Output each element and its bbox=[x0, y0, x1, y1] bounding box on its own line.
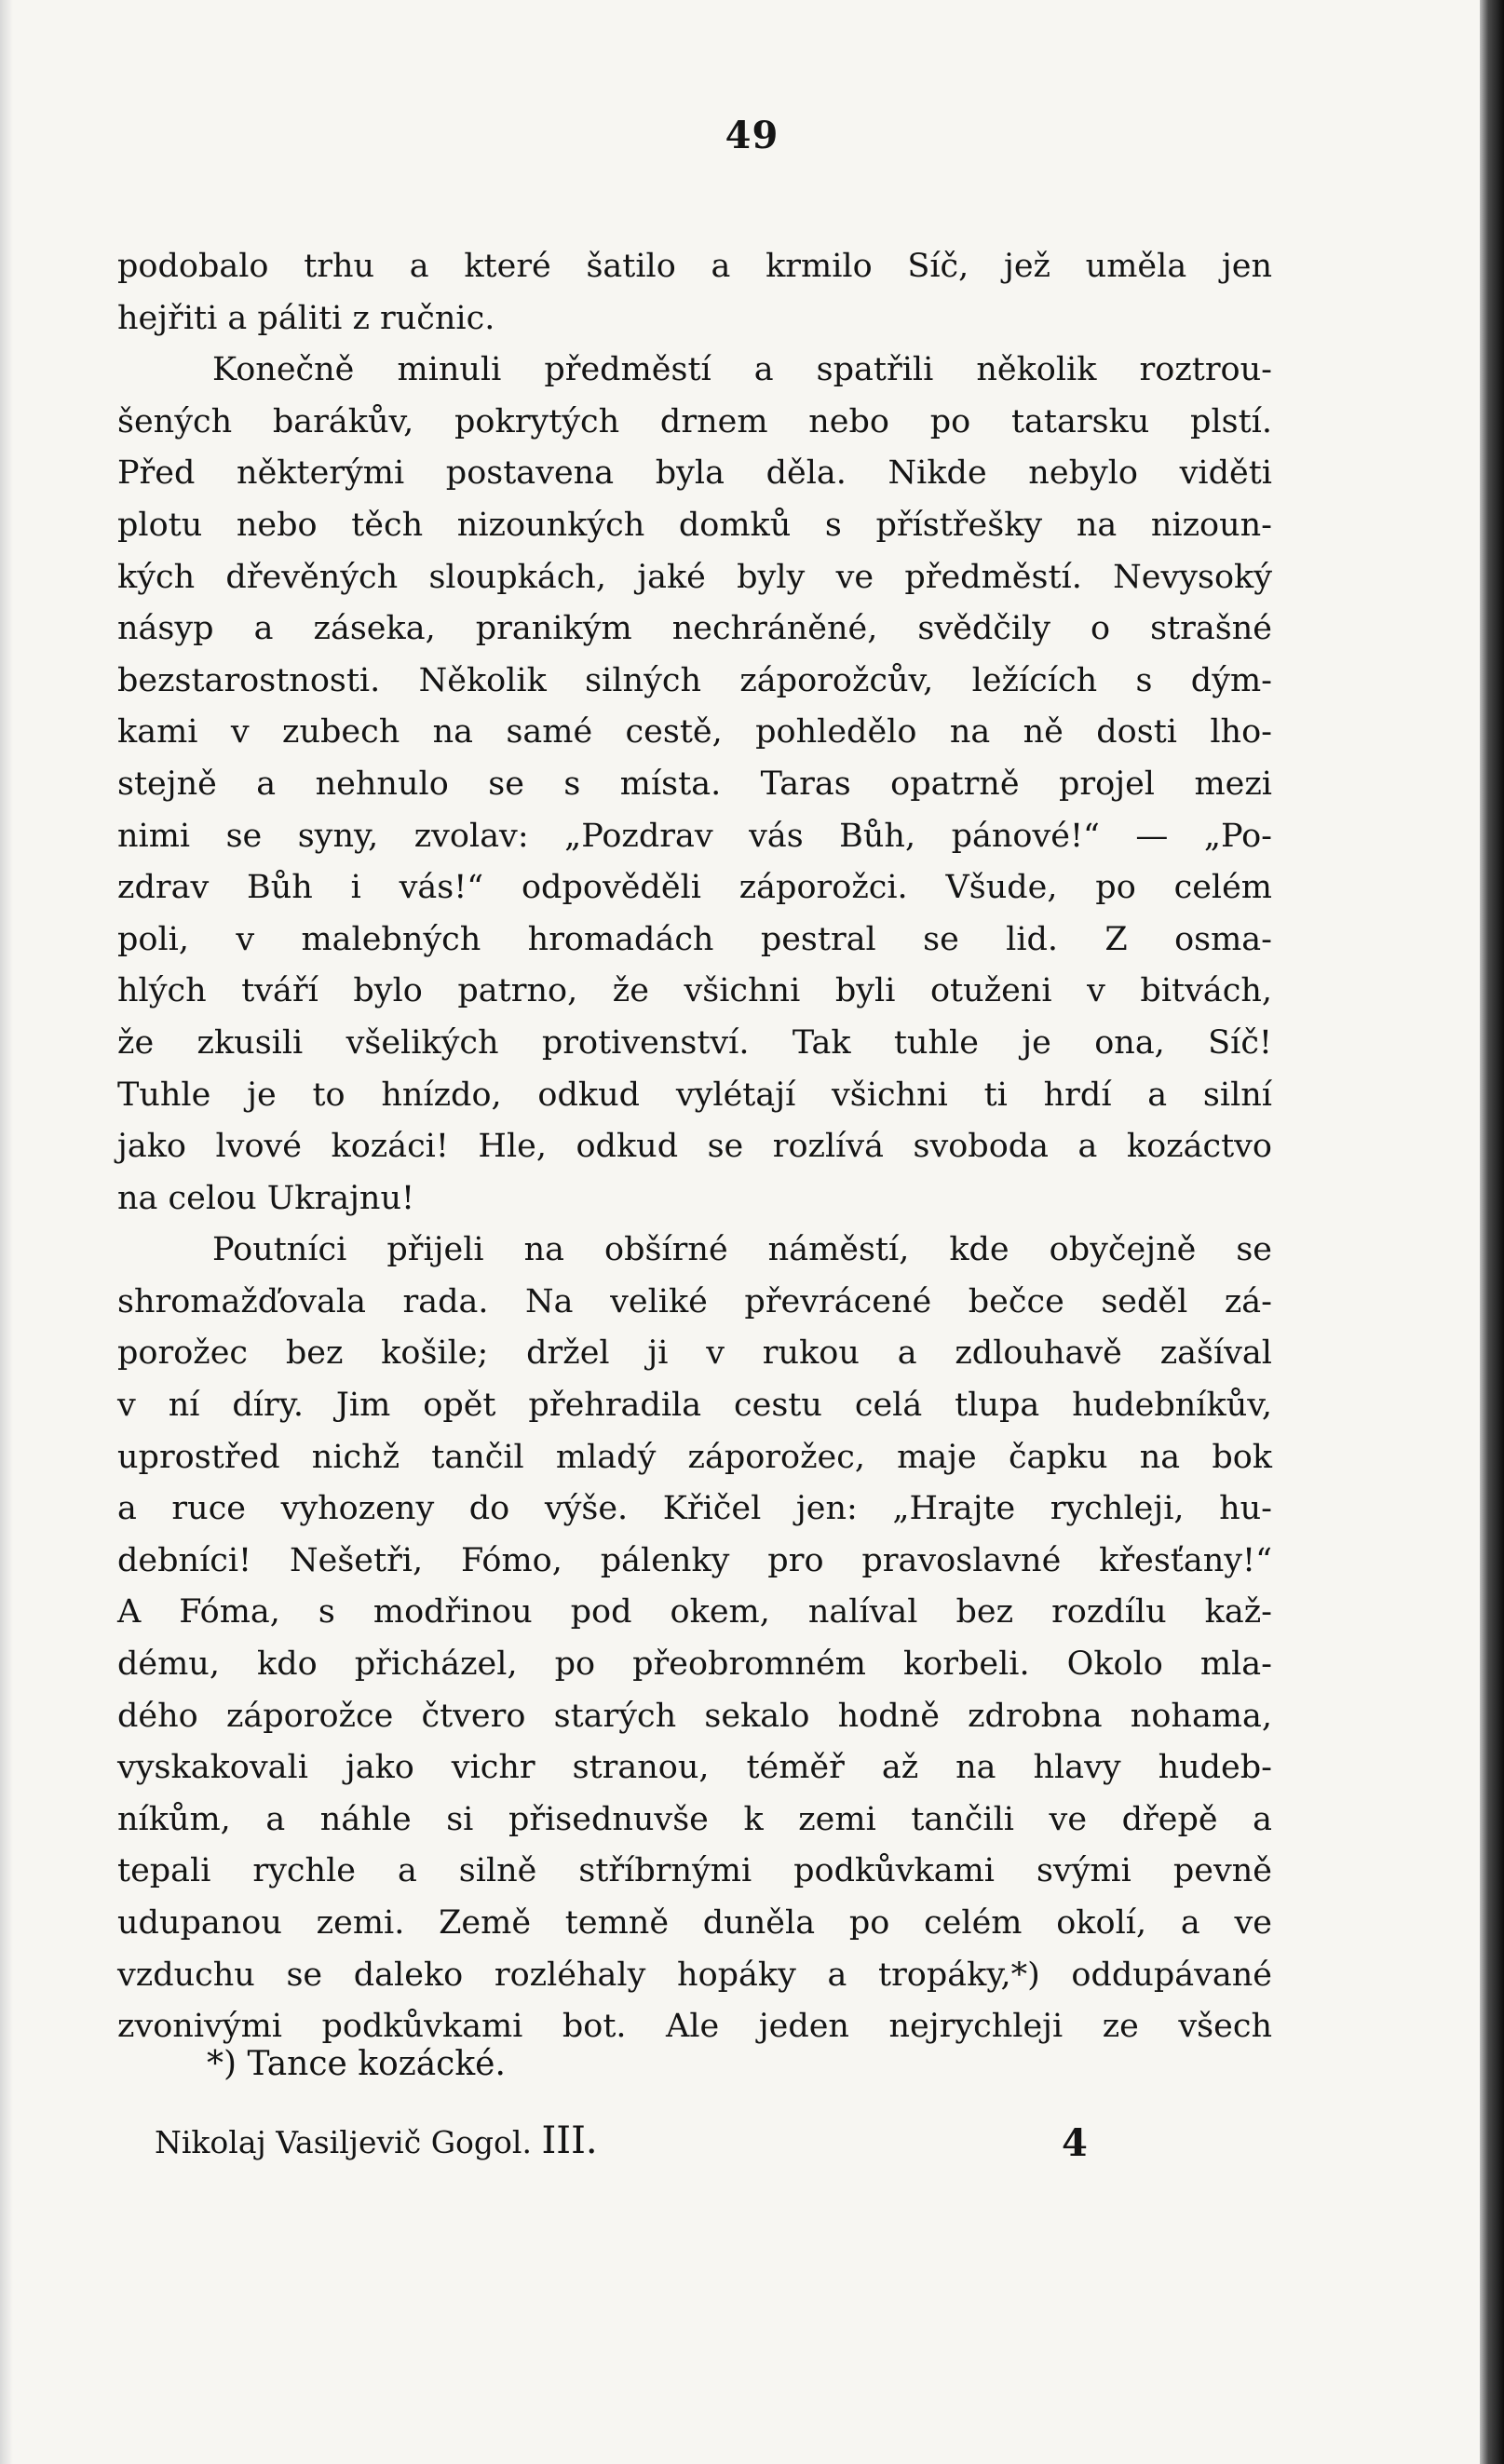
footnote: *) Tance kozácké. bbox=[207, 2045, 506, 2083]
scan-edge-left bbox=[0, 0, 13, 2464]
signature-line bbox=[155, 2119, 1086, 2162]
text-line: bezstarostnosti. Několik silných záporožcův, ležících s dým- bbox=[117, 661, 1272, 699]
page-number: 49 bbox=[725, 114, 779, 157]
text-line: že zkusili všelikých protivenství. Tak tuhle je ona, Síč! bbox=[117, 1023, 1272, 1062]
text-line: zdrav Bůh i vás!“ odpověděli záporožci. Všude, po celém bbox=[117, 869, 1272, 907]
text-line: na celou Ukrajnu! bbox=[117, 1179, 415, 1217]
text-line: hlých tváří bylo patrno, že všichni byli otuženi v bitvách, bbox=[117, 972, 1272, 1010]
text-line: zvonivými podkůvkami bot. Ale jeden nejrychleji ze všech bbox=[117, 2008, 1272, 2046]
text-line: dého záporožce čtvero starých sekalo hodně zdrobna nohama, bbox=[117, 1697, 1272, 1735]
text-line: násyp a záseka, pranikým nechráněné, svědčily o strašné bbox=[117, 610, 1272, 648]
text-line: a ruce vyhozeny do výše. Křičel jen: „Hrajte rychleji, hu- bbox=[117, 1490, 1272, 1528]
text-line: kých dřevěných sloupkách, jaké byly ve předměstí. Nevysoký bbox=[117, 558, 1272, 596]
text-line: kami v zubech na samé cestě, pohledělo na ně dosti lho- bbox=[117, 713, 1272, 751]
text-line: vyskakovali jako vichr stranou, téměř až na hlavy hudeb- bbox=[117, 1749, 1272, 1787]
body-text bbox=[117, 241, 1272, 2053]
text-line: hejřiti a páliti z ručnic. bbox=[117, 299, 495, 337]
scan-edge-right bbox=[1480, 0, 1504, 2464]
text-line: Konečně minuli předměstí a spatřili několik roztrou- bbox=[212, 351, 1272, 389]
signature-volume: III. bbox=[541, 2119, 598, 2162]
text-line: Poutníci přijeli na obšírné náměstí, kde obyčejně se bbox=[212, 1231, 1272, 1269]
signature-author: Nikolaj Vasiljevič Gogol. bbox=[155, 2124, 532, 2160]
sheet-number: 4 bbox=[1062, 2121, 1088, 2165]
text-line: vzduchu se daleko rozléhaly hopáky a tropáky,*) oddupávané bbox=[117, 1956, 1272, 1994]
text-line: jako lvové kozáci! Hle, odkud se rozlívá svoboda a kozáctvo bbox=[117, 1128, 1272, 1166]
text-line: nimi se syny, zvolav: „Pozdrav vás Bůh, pánové!“ — „Po- bbox=[117, 817, 1272, 855]
text-line: šených barákův, pokrytých drnem nebo po tatarsku plstí. bbox=[117, 402, 1272, 440]
text-line: Tuhle je to hnízdo, odkud vylétají všichni ti hrdí a silní bbox=[117, 1076, 1272, 1114]
text-line: uprostřed nichž tančil mladý záporožec, maje čapku na bok bbox=[117, 1438, 1272, 1476]
text-line: shromažďovala rada. Na veliké převrácené bečce seděl zá- bbox=[117, 1282, 1272, 1320]
text-line: udupanou zemi. Země temně duněla po celém okolí, a ve bbox=[117, 1904, 1272, 1942]
text-line: tepali rychle a silně stříbrnými podkůvkami svými pevně bbox=[117, 1852, 1272, 1890]
text-line: v ní díry. Jim opět přehradila cestu celá tlupa hudebníkův, bbox=[117, 1387, 1272, 1425]
text-line: stejně a nehnulo se s místa. Taras opatrně projel mezi bbox=[117, 765, 1272, 803]
text-line: debníci! Nešetři, Fómo, pálenky pro pravoslavné křesťany!“ bbox=[117, 1541, 1272, 1579]
text-line: porožec bez košile; držel ji v rukou a zdlouhavě zašíval bbox=[117, 1334, 1272, 1373]
text-line: A Fóma, s modřinou pod okem, nalíval bez rozdílu kaž- bbox=[117, 1593, 1272, 1631]
text-line: podobalo trhu a které šatilo a krmilo Síč, jež uměla jen bbox=[117, 248, 1272, 285]
text-line: plotu nebo těch nizounkých domků s přístřešky na nizoun- bbox=[117, 506, 1272, 544]
text-line: poli, v malebných hromadách pestral se lid. Z osma- bbox=[117, 920, 1272, 958]
text-line: níkům, a náhle si přisednuvše k zemi tančili ve dřepě a bbox=[117, 1800, 1272, 1838]
text-line: Před některými postavena byla děla. Nikde nebylo viděti bbox=[117, 454, 1272, 493]
text-line: dému, kdo přicházel, po přeobromném korbeli. Okolo mla- bbox=[117, 1645, 1272, 1684]
